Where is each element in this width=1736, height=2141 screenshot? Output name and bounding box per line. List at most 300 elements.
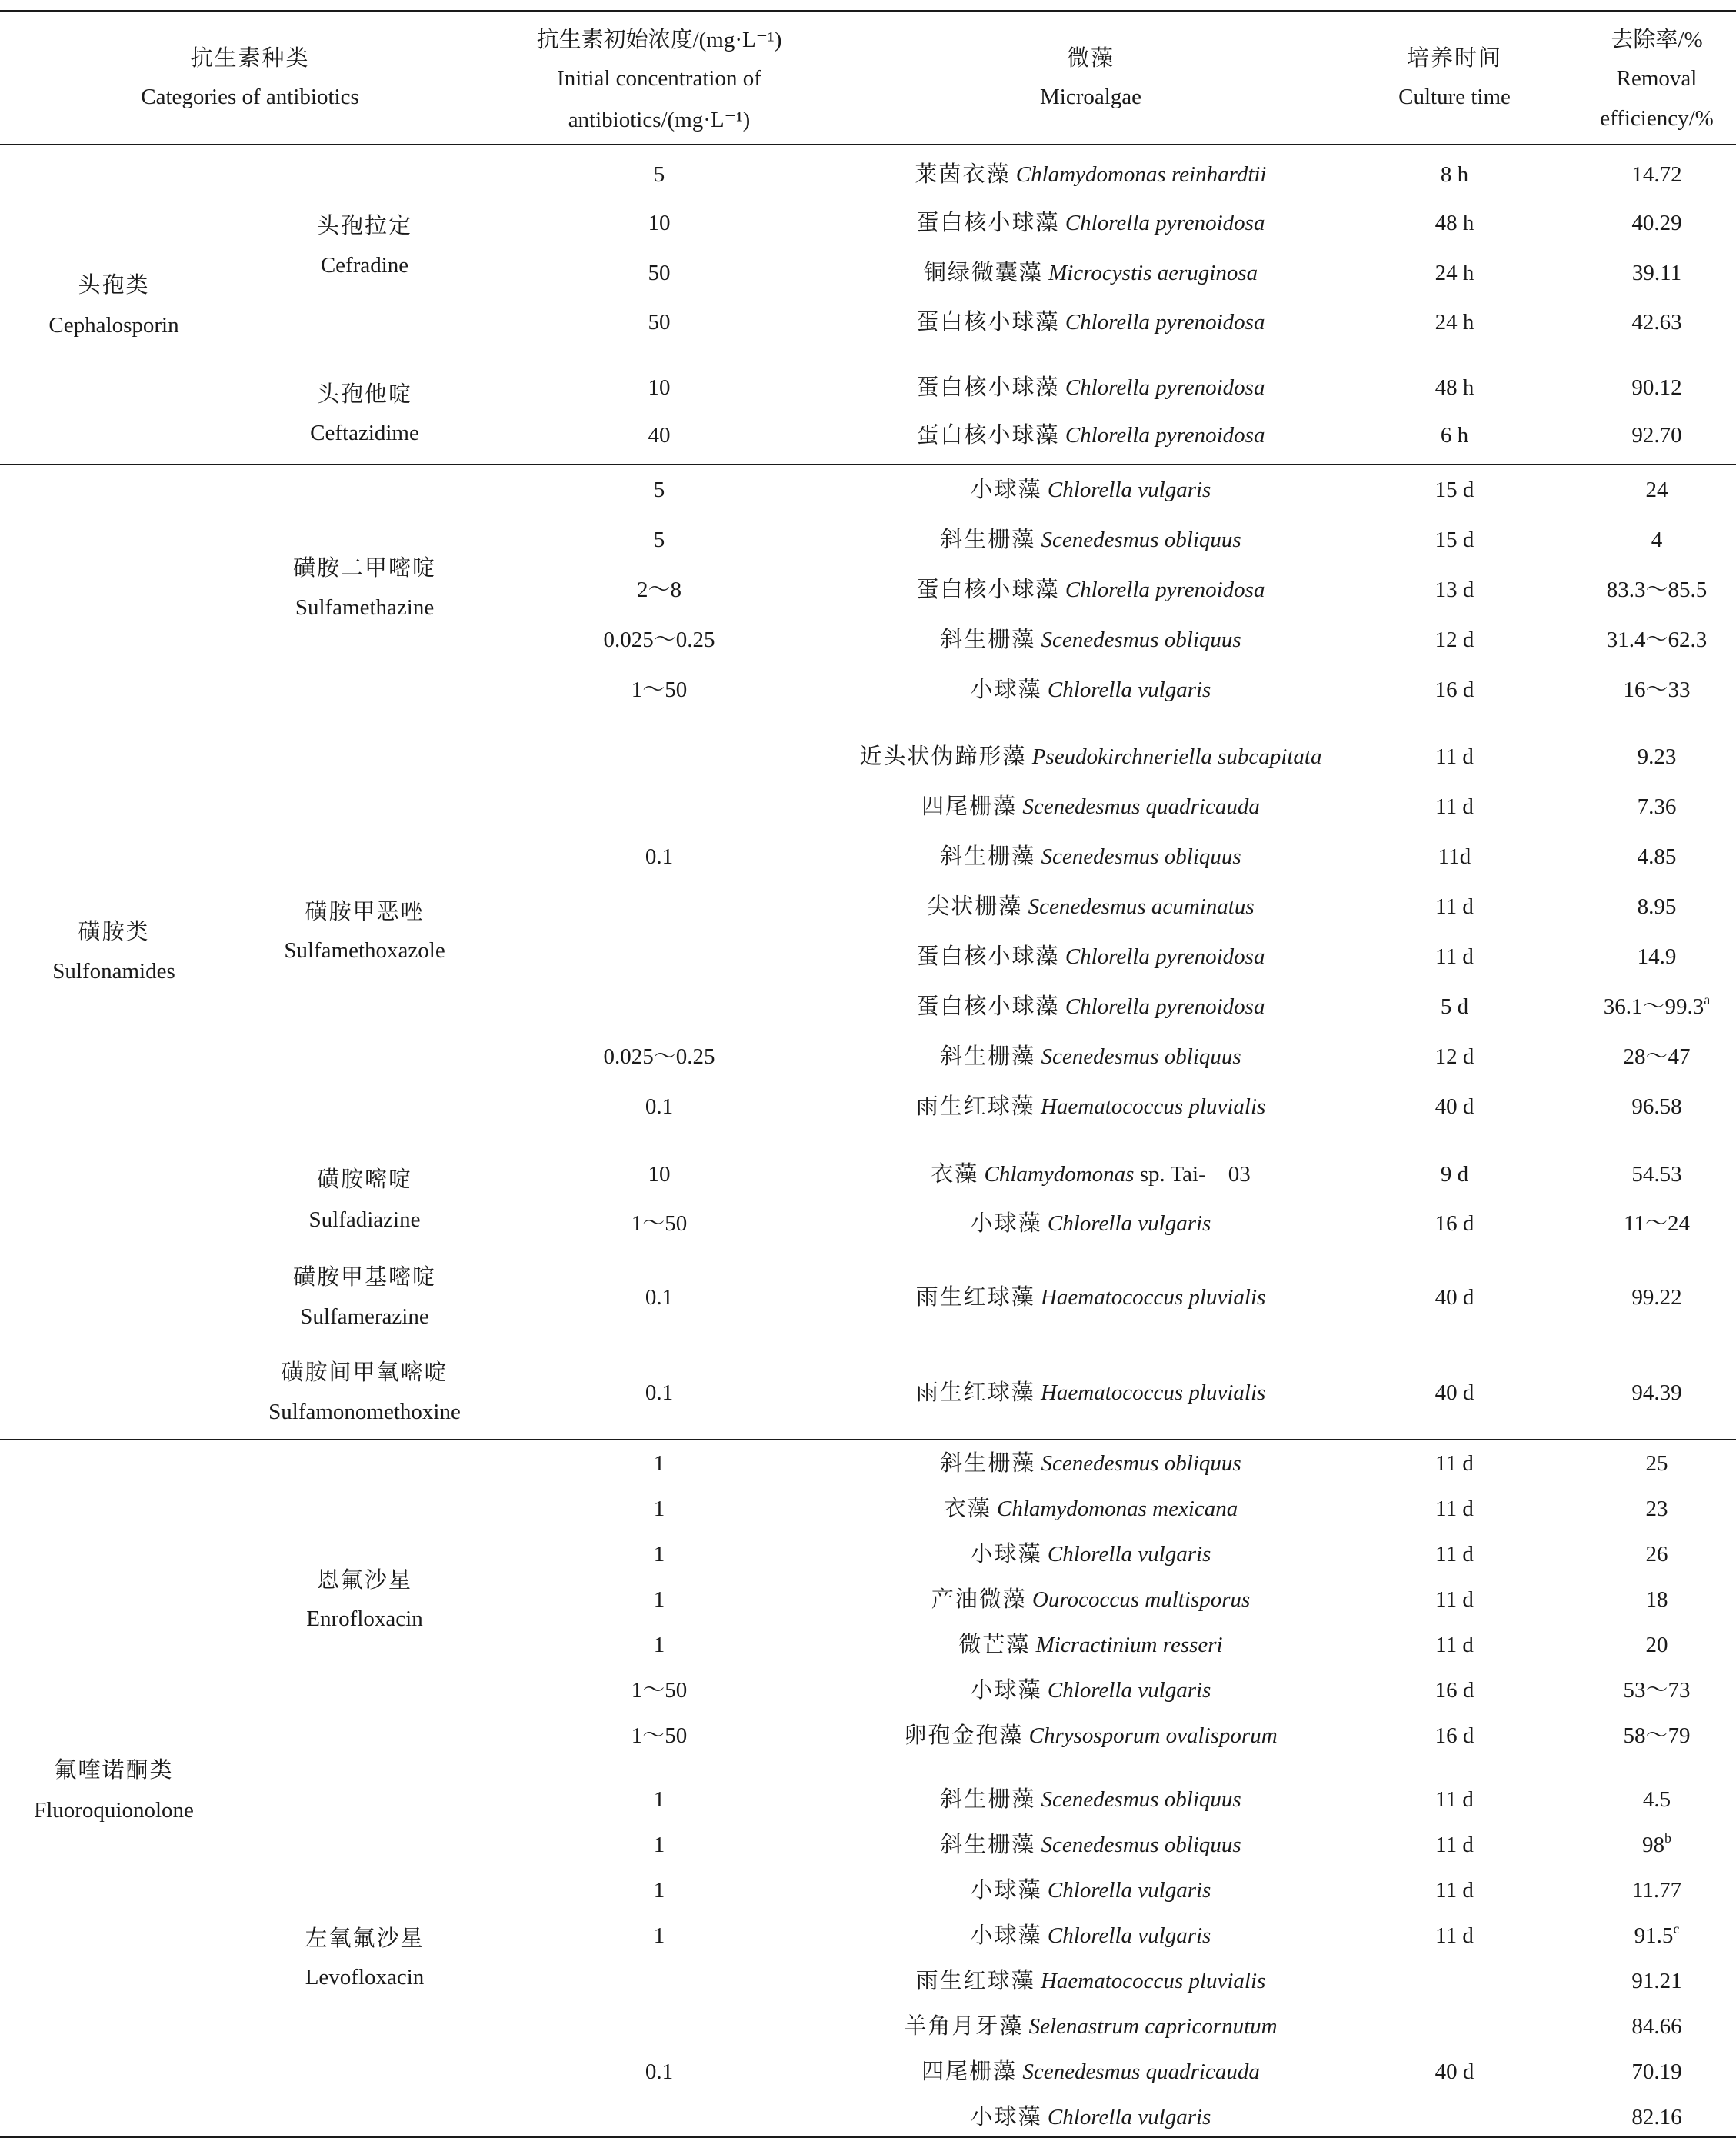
culture-time-cell: 8 h <box>1440 162 1469 187</box>
microalgae-scientific-name: Chlorella pyrenoidosa <box>1065 994 1265 1019</box>
removal-value: 11.77 <box>1631 1878 1682 1903</box>
culture-time-cell: 9 d <box>1440 1162 1469 1187</box>
removal-value: 90.12 <box>1631 375 1682 400</box>
removal-value: 31.4～62.3 <box>1606 628 1708 652</box>
culture-time-cell: 15 d <box>1434 528 1474 552</box>
microalgae-cell <box>927 896 1254 918</box>
antibiotic-zh: 恩氟沙星 <box>316 1568 413 1593</box>
concentration-cell: 10 <box>648 375 671 400</box>
footnote-marker: c <box>1673 1921 1680 1936</box>
microalgae-cell <box>924 262 1258 285</box>
microalgae-scientific-name: Chlamydomonas <box>984 1162 1135 1187</box>
antibiotic-zh: 磺胺二甲嘧啶 <box>292 556 437 581</box>
microalgae-scientific-name: Scenedesmus obliquus <box>1041 1044 1241 1069</box>
concentration-cell: 5 <box>653 478 665 502</box>
concentration-cell: 0.1 <box>645 1285 674 1310</box>
removal-efficiency-cell <box>1646 1453 1668 1475</box>
microalgae-scientific-name: Chlorella pyrenoidosa <box>1065 211 1265 235</box>
microalgae-cell <box>971 1543 1211 1566</box>
concentration-cell: 1～50 <box>631 1723 688 1748</box>
removal-value: 39.11 <box>1631 261 1682 285</box>
footnote-marker: b <box>1664 1830 1671 1846</box>
category-en: Sulfonamides <box>52 959 175 984</box>
removal-value: 70.19 <box>1631 2059 1682 2084</box>
microalgae-cell <box>931 1589 1251 1611</box>
microalgae-scientific-name: Microcystis aeruginosa <box>1048 261 1258 285</box>
microalgae-scientific-name: Chlorella vulgaris <box>1047 2105 1211 2129</box>
removal-efficiency-cell <box>1623 1725 1690 1747</box>
microalgae-zh: 莱茵衣藻 <box>915 162 1011 187</box>
microalgae-scientific-name: Scenedesmus obliquus <box>1041 1451 1241 1476</box>
removal-value: 26 <box>1645 1542 1668 1567</box>
microalgae-scientific-name: Scenedesmus obliquus <box>1041 844 1241 869</box>
microalgae-cell <box>958 1634 1222 1657</box>
microalgae-scientific-name: Haematococcus pluvialis <box>1040 1285 1266 1310</box>
microalgae-scientific-name: Pseudokirchneriella subcapitata <box>1031 744 1322 769</box>
microalgae-zh: 四尾栅藻 <box>921 2059 1018 2084</box>
culture-time-cell: 40 d <box>1434 2059 1474 2084</box>
removal-value: 9.23 <box>1637 744 1677 769</box>
culture-time-cell: 40 d <box>1434 1285 1474 1310</box>
microalgae-scientific-name: Chlorella vulgaris <box>1047 1678 1211 1703</box>
antibiotic-zh: 磺胺甲基嘧啶 <box>292 1265 437 1290</box>
microalgae-cell <box>917 946 1265 968</box>
removal-value: 91.21 <box>1631 1969 1682 1993</box>
removal-efficiency-cell <box>1631 2106 1681 2129</box>
concentration-cell: 1 <box>653 1833 665 1857</box>
concentration-cell: 0.025～0.25 <box>603 628 715 652</box>
microalgae-zh: 蛋白核小球藻 <box>916 211 1060 235</box>
microalgae-zh: 蛋白核小球藻 <box>916 423 1060 448</box>
microalgae-zh: 铜绿微囊藻 <box>923 261 1043 285</box>
microalgae-scientific-name: Chlorella pyrenoidosa <box>1065 310 1265 335</box>
microalgae-cell <box>916 1287 1266 1309</box>
removal-efficiency-cell <box>1634 1921 1680 1948</box>
removal-efficiency-cell <box>1646 1634 1668 1657</box>
microalgae-cell <box>860 746 1322 768</box>
microalgae-cell <box>917 377 1265 399</box>
microalgae-cell <box>917 212 1265 235</box>
top-rule <box>0 10 1736 12</box>
removal-efficiency-cell <box>1638 746 1677 768</box>
removal-efficiency-cell <box>1638 796 1677 818</box>
concentration-cell: 10 <box>648 211 671 235</box>
microalgae-zh: 小球藻 <box>970 478 1042 502</box>
microalgae-cell <box>904 2016 1277 2038</box>
removal-value: 82.16 <box>1631 2105 1682 2129</box>
culture-time-cell: 16 d <box>1434 1678 1474 1703</box>
microalgae-zh: 产油微藻 <box>931 1587 1027 1612</box>
antibiotic-zh: 磺胺间甲氧嘧啶 <box>281 1360 448 1385</box>
microalgae-zh: 羊角月牙藻 <box>904 2014 1024 2039</box>
removal-efficiency-cell <box>1631 1096 1681 1118</box>
microalgae-zh: 小球藻 <box>970 678 1042 702</box>
bottom-rule <box>0 2136 1736 2138</box>
antibiotic-en: Levofloxacin <box>305 1965 425 1989</box>
microalgae-cell <box>917 996 1265 1018</box>
removal-efficiency-cell <box>1631 2016 1681 2038</box>
antibiotic-zh: 磺胺嘧啶 <box>316 1167 413 1192</box>
microalgae-scientific-name: Chlamydomonas reinhardtii <box>1015 162 1267 187</box>
removal-efficiency-cell <box>1632 1880 1681 1902</box>
culture-time-cell: 11 d <box>1435 1923 1474 1948</box>
microalgae-cell <box>971 2106 1211 2129</box>
microalgae-zh: 雨生红球藻 <box>915 1094 1035 1119</box>
microalgae-cell <box>940 1789 1241 1811</box>
removal-efficiency-cell <box>1651 529 1663 551</box>
culture-time-cell: 48 h <box>1434 375 1474 400</box>
microalgae-zh: 斜生栅藻 <box>940 1833 1036 1857</box>
microalgae-cell <box>940 529 1241 551</box>
microalgae-zh: 小球藻 <box>970 1923 1042 1948</box>
removal-efficiency-cell <box>1632 262 1681 285</box>
header-category-en: Categories of antibiotics <box>141 85 359 109</box>
removal-efficiency-cell <box>1631 311 1681 334</box>
concentration-cell: 1 <box>653 1497 665 1521</box>
removal-value: 14.9 <box>1637 944 1677 969</box>
antibiotic-en: Sulfamonomethoxine <box>268 1400 461 1424</box>
microalgae-strain: sp. Tai- 03 <box>1134 1162 1251 1187</box>
microalgae-scientific-name: Scenedesmus quadricauda <box>1022 794 1260 819</box>
culture-time-cell: 11 d <box>1435 1542 1474 1567</box>
microalgae-zh: 斜生栅藻 <box>940 844 1036 869</box>
microalgae-cell <box>921 796 1260 818</box>
microalgae-zh: 四尾栅藻 <box>921 794 1018 819</box>
concentration-cell: 1 <box>653 1633 665 1657</box>
microalgae-zh: 蛋白核小球藻 <box>916 375 1060 400</box>
microalgae-scientific-name: Haematococcus pluvialis <box>1040 1094 1266 1119</box>
removal-value: 7.36 <box>1637 794 1677 819</box>
group-divider-rule <box>0 1439 1736 1440</box>
microalgae-cell <box>940 629 1241 651</box>
microalgae-scientific-name: Chlorella vulgaris <box>1047 1542 1211 1567</box>
antibiotic-en: Ceftazidime <box>310 421 419 445</box>
microalgae-zh: 小球藻 <box>970 1211 1042 1236</box>
concentration-cell: 5 <box>653 528 665 552</box>
microalgae-scientific-name: Scenedesmus obliquus <box>1041 628 1241 652</box>
concentration-cell: 0.1 <box>645 844 674 869</box>
removal-value: 25 <box>1645 1451 1668 1476</box>
removal-efficiency-cell <box>1631 377 1681 399</box>
culture-time-cell: 11 d <box>1435 894 1474 919</box>
category-zh: 磺胺类 <box>78 920 150 944</box>
removal-efficiency-cell <box>1624 1213 1690 1235</box>
removal-value: 36.1～99.3 <box>1603 994 1704 1019</box>
removal-value: 98 <box>1642 1833 1664 1857</box>
removal-efficiency-cell <box>1631 1970 1681 1993</box>
removal-efficiency-cell <box>1631 212 1681 235</box>
removal-efficiency-cell <box>1603 992 1711 1019</box>
removal-efficiency-cell <box>1631 1287 1681 1309</box>
concentration-cell: 1 <box>653 1451 665 1476</box>
microalgae-cell <box>931 1164 1251 1186</box>
culture-time-cell: 13 d <box>1434 578 1474 602</box>
microalgae-scientific-name: Chlorella vulgaris <box>1047 1211 1211 1236</box>
removal-value: 24 <box>1645 478 1668 502</box>
microalgae-zh: 近头状伪蹄形藻 <box>859 744 1027 769</box>
microalgae-scientific-name: Chlorella vulgaris <box>1047 478 1211 502</box>
removal-efficiency-cell <box>1631 1382 1681 1404</box>
header-algae-zh: 微藻 <box>1066 46 1115 71</box>
removal-value: 42.63 <box>1631 310 1682 335</box>
removal-efficiency-cell <box>1646 479 1668 501</box>
removal-value: 14.72 <box>1631 162 1682 187</box>
concentration-cell: 1 <box>653 1587 665 1612</box>
microalgae-scientific-name: Scenedesmus quadricauda <box>1022 2059 1260 2084</box>
microalgae-scientific-name: Scenedesmus obliquus <box>1041 1787 1241 1812</box>
microalgae-cell <box>916 1382 1266 1404</box>
removal-efficiency-cell <box>1631 164 1681 186</box>
microalgae-cell <box>921 2061 1260 2083</box>
removal-value: 16～33 <box>1623 678 1691 702</box>
removal-value: 58～79 <box>1623 1723 1691 1748</box>
microalgae-zh: 小球藻 <box>970 1542 1042 1567</box>
microalgae-zh: 雨生红球藻 <box>915 1380 1035 1405</box>
removal-efficiency-cell <box>1631 2061 1681 2083</box>
microalgae-zh: 蛋白核小球藻 <box>916 994 1060 1019</box>
microalgae-scientific-name: Micractinium resseri <box>1035 1633 1223 1657</box>
culture-time-cell: 11 d <box>1435 1833 1474 1857</box>
culture-time-cell: 16 d <box>1434 1723 1474 1748</box>
concentration-cell: 2～8 <box>636 578 682 602</box>
microalgae-zh: 卵孢金孢藻 <box>904 1723 1024 1748</box>
microalgae-cell <box>971 1880 1211 1902</box>
microalgae-zh: 蛋白核小球藻 <box>916 310 1060 335</box>
microalgae-cell <box>944 1498 1238 1520</box>
removal-value: 91.5 <box>1634 1923 1674 1948</box>
concentration-cell: 0.025～0.25 <box>603 1044 715 1069</box>
microalgae-scientific-name: Chlamydomonas mexicana <box>996 1497 1238 1521</box>
culture-time-cell: 11 d <box>1435 944 1474 969</box>
microalgae-cell <box>915 164 1267 186</box>
culture-time-cell: 11 d <box>1435 1633 1474 1657</box>
microalgae-scientific-name: Haematococcus pluvialis <box>1040 1380 1266 1405</box>
antibiotic-en: Enrofloxacin <box>306 1607 423 1631</box>
microalgae-scientific-name: Selenastrum capricornutum <box>1028 2014 1278 2039</box>
microalgae-zh: 雨生红球藻 <box>915 1969 1035 1993</box>
removal-value: 8.95 <box>1637 894 1677 919</box>
header-removal-en1: Removal <box>1616 66 1698 91</box>
removal-value: 40.29 <box>1631 211 1682 235</box>
culture-time-cell: 11 d <box>1435 1587 1474 1612</box>
removal-value: 28～47 <box>1623 1044 1691 1069</box>
removal-efficiency-cell <box>1623 1046 1690 1068</box>
removal-value: 54.53 <box>1631 1162 1682 1187</box>
header-removal-en2: efficiency/% <box>1600 106 1714 131</box>
removal-efficiency-cell <box>1623 679 1690 701</box>
microalgae-cell <box>940 846 1241 868</box>
removal-efficiency-cell <box>1607 629 1708 651</box>
antibiotic-en: Cefradine <box>320 253 409 278</box>
microalgae-cell <box>917 579 1265 601</box>
removal-value: 96.58 <box>1631 1094 1682 1119</box>
footnote-marker: a <box>1704 992 1711 1007</box>
concentration-cell: 1～50 <box>631 1211 688 1236</box>
removal-efficiency-cell <box>1646 1543 1668 1566</box>
microalgae-zh: 雨生红球藻 <box>915 1285 1035 1310</box>
microalgae-cell <box>971 1213 1211 1235</box>
removal-value: 23 <box>1645 1497 1668 1521</box>
header-conc-en2: antibiotics/(mg·L⁻¹) <box>568 108 751 132</box>
removal-value: 94.39 <box>1631 1380 1682 1405</box>
microalgae-cell <box>971 1680 1211 1702</box>
concentration-cell: 0.1 <box>645 1380 674 1405</box>
microalgae-cell <box>940 1834 1241 1856</box>
culture-time-cell: 16 d <box>1434 678 1474 702</box>
category-zh: 氟喹诺酮类 <box>54 1758 174 1783</box>
culture-time-cell: 24 h <box>1434 261 1474 285</box>
removal-value: 92.70 <box>1631 423 1682 448</box>
removal-efficiency-cell <box>1642 1830 1671 1857</box>
concentration-cell: 10 <box>648 1162 671 1187</box>
microalgae-scientific-name: Scenedesmus obliquus <box>1041 528 1241 552</box>
microalgae-cell <box>917 311 1265 334</box>
category-en: Fluoroquionolone <box>34 1798 194 1823</box>
concentration-cell: 5 <box>653 162 665 187</box>
concentration-cell: 1 <box>653 1923 665 1948</box>
antibiotic-en: Sulfadiazine <box>308 1207 421 1232</box>
removal-value: 83.3～85.5 <box>1606 578 1708 602</box>
header-removal-zh: 去除率/% <box>1611 28 1703 52</box>
concentration-cell: 1 <box>653 1542 665 1567</box>
culture-time-cell: 11d <box>1438 844 1471 869</box>
antibiotic-en: Sulfamethazine <box>295 595 435 620</box>
concentration-cell: 50 <box>648 310 671 335</box>
microalgae-zh: 蛋白核小球藻 <box>916 578 1060 602</box>
culture-time-cell: 15 d <box>1434 478 1474 502</box>
microalgae-scientific-name: Chlorella vulgaris <box>1047 1923 1211 1948</box>
concentration-cell: 0.1 <box>645 2059 674 2084</box>
microalgae-scientific-name: Chlorella pyrenoidosa <box>1065 944 1265 969</box>
microalgae-scientific-name: Chrysosporum ovalisporum <box>1028 1723 1278 1748</box>
category-en: Cephalosporin <box>48 313 179 338</box>
header-conc-zh: 抗生素初始浓度/(mg·L⁻¹) <box>536 28 782 52</box>
culture-time-cell: 11 d <box>1435 744 1474 769</box>
microalgae-scientific-name: Ourococcus multisporus <box>1031 1587 1251 1612</box>
culture-time-cell: 16 d <box>1434 1211 1474 1236</box>
removal-value: 20 <box>1645 1633 1668 1657</box>
removal-efficiency-cell <box>1623 1680 1690 1702</box>
culture-time-cell: 11 d <box>1435 1787 1474 1812</box>
removal-value: 53～73 <box>1623 1678 1691 1703</box>
microalgae-zh: 衣藻 <box>943 1497 991 1521</box>
microalgae-cell <box>940 1046 1241 1068</box>
culture-time-cell: 11 d <box>1435 794 1474 819</box>
removal-efficiency-cell <box>1646 1498 1668 1520</box>
microalgae-zh: 尖状栅藻 <box>927 894 1023 919</box>
microalgae-zh: 斜生栅藻 <box>940 528 1036 552</box>
microalgae-scientific-name: Chlorella vulgaris <box>1047 1878 1211 1903</box>
removal-value: 4.85 <box>1637 844 1677 869</box>
microalgae-scientific-name: Haematococcus pluvialis <box>1040 1969 1266 1993</box>
removal-value: 11～24 <box>1624 1211 1690 1236</box>
removal-value: 99.22 <box>1631 1285 1682 1310</box>
microalgae-zh: 斜生栅藻 <box>940 628 1036 652</box>
microalgae-cell <box>917 425 1265 447</box>
culture-time-cell: 11 d <box>1435 1497 1474 1521</box>
header-category-zh: 抗生素种类 <box>190 46 310 71</box>
microalgae-zh: 小球藻 <box>970 1878 1042 1903</box>
concentration-cell: 50 <box>648 261 671 285</box>
microalgae-cell <box>916 1970 1266 1993</box>
header-time-en: Culture time <box>1398 85 1511 109</box>
microalgae-cell <box>971 1925 1211 1947</box>
concentration-cell: 1～50 <box>631 1678 688 1703</box>
microalgae-cell <box>904 1725 1277 1747</box>
removal-value: 4.5 <box>1642 1787 1671 1812</box>
header-algae-en: Microalgae <box>1039 85 1142 109</box>
removal-efficiency-cell <box>1631 425 1681 447</box>
microalgae-scientific-name: Chlorella vulgaris <box>1047 678 1211 702</box>
removal-efficiency-cell <box>1638 846 1677 868</box>
microalgae-cell <box>971 679 1211 701</box>
microalgae-zh: 斜生栅藻 <box>940 1451 1036 1476</box>
culture-time-cell: 24 h <box>1434 310 1474 335</box>
culture-time-cell: 6 h <box>1440 423 1469 448</box>
concentration-cell: 40 <box>648 423 671 448</box>
removal-value: 18 <box>1645 1587 1668 1612</box>
removal-efficiency-cell <box>1638 946 1677 968</box>
antibiotic-zh: 头孢拉定 <box>316 214 413 238</box>
microalgae-scientific-name: Scenedesmus obliquus <box>1041 1833 1241 1857</box>
culture-time-cell: 11 d <box>1435 1878 1474 1903</box>
culture-time-cell: 12 d <box>1434 1044 1474 1069</box>
header-rule <box>0 144 1736 145</box>
concentration-cell: 1 <box>653 1878 665 1903</box>
microalgae-zh: 斜生栅藻 <box>940 1787 1036 1812</box>
culture-time-cell: 5 d <box>1440 994 1469 1019</box>
concentration-cell: 1～50 <box>631 678 688 702</box>
category-zh: 头孢类 <box>78 273 150 298</box>
microalgae-scientific-name: Chlorella pyrenoidosa <box>1065 375 1265 400</box>
removal-efficiency-cell <box>1638 896 1677 918</box>
microalgae-zh: 小球藻 <box>970 2105 1042 2129</box>
antibiotic-zh: 头孢他啶 <box>316 382 413 407</box>
group-divider-rule <box>0 464 1736 465</box>
microalgae-scientific-name: Scenedesmus acuminatus <box>1028 894 1255 919</box>
culture-time-cell: 12 d <box>1434 628 1474 652</box>
removal-value: 84.66 <box>1631 2014 1682 2039</box>
removal-efficiency-cell <box>1607 579 1708 601</box>
removal-efficiency-cell <box>1631 1164 1681 1186</box>
culture-time-cell: 11 d <box>1435 1451 1474 1476</box>
microalgae-zh: 小球藻 <box>970 1678 1042 1703</box>
microalgae-cell <box>916 1096 1266 1118</box>
microalgae-zh: 蛋白核小球藻 <box>916 944 1060 969</box>
antibiotic-en: Sulfamethoxazole <box>284 938 445 963</box>
header-time-zh: 培养时间 <box>1406 46 1503 71</box>
removal-efficiency-cell <box>1646 1589 1668 1611</box>
microalgae-cell <box>971 479 1211 501</box>
concentration-cell: 0.1 <box>645 1094 674 1119</box>
antibiotic-zh: 左氧氟沙星 <box>305 1926 425 1951</box>
culture-time-cell: 40 d <box>1434 1094 1474 1119</box>
antibiotic-en: Sulfamerazine <box>300 1304 429 1329</box>
removal-value: 4 <box>1651 528 1663 552</box>
culture-time-cell: 48 h <box>1434 211 1474 235</box>
microalgae-zh: 斜生栅藻 <box>940 1044 1036 1069</box>
microalgae-scientific-name: Chlorella pyrenoidosa <box>1065 578 1265 602</box>
microalgae-zh: 衣藻 <box>931 1162 979 1187</box>
culture-time-cell: 40 d <box>1434 1380 1474 1405</box>
microalgae-scientific-name: Chlorella pyrenoidosa <box>1065 423 1265 448</box>
header-conc-en1: Initial concentration of <box>557 66 761 91</box>
concentration-cell: 1 <box>653 1787 665 1812</box>
removal-efficiency-cell <box>1643 1789 1671 1811</box>
microalgae-zh: 微芒藻 <box>958 1633 1031 1657</box>
antibiotic-zh: 磺胺甲恶唑 <box>305 900 425 924</box>
microalgae-cell <box>940 1453 1241 1475</box>
